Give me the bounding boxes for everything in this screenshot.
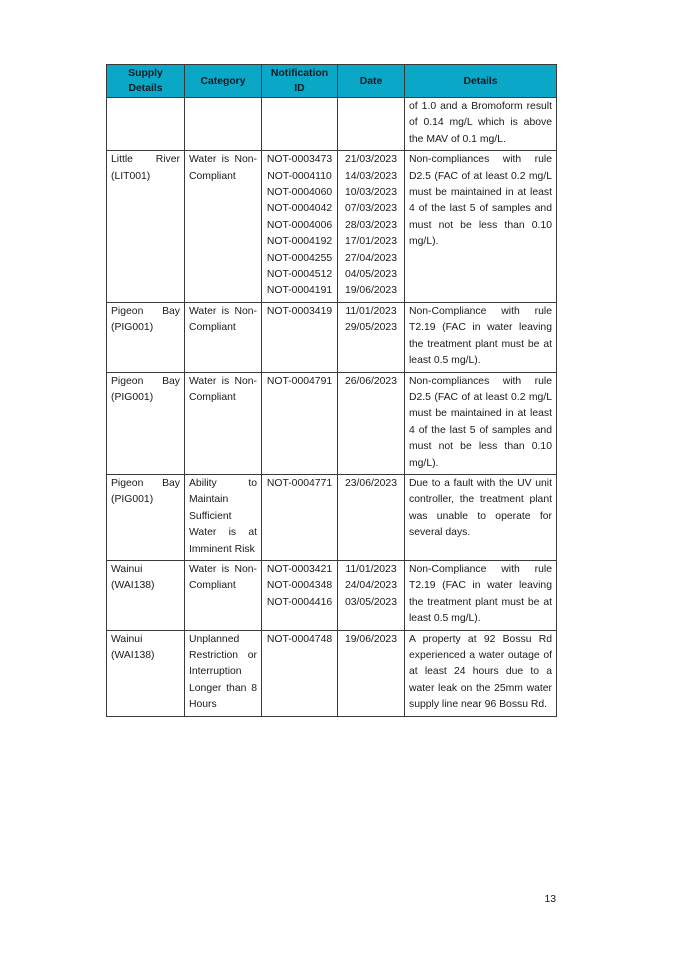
details-cell: Non-Compliance with rule T2.19 (FAC in water leaving the treatment plant must be at least 0.5 mg/L). xyxy=(405,302,557,372)
notification-id-cell xyxy=(262,98,338,151)
supply-details-cell: Wainui (WAI138) xyxy=(107,630,185,716)
notification-date: 23/06/2023 xyxy=(344,477,397,489)
header-notification-id: Notification ID xyxy=(262,65,338,98)
header-date: Date xyxy=(338,65,405,98)
page-number: 13 xyxy=(544,894,556,905)
details-cell: Non-compliances with rule D2.5 (FAC of at least 0.2 mg/L must be maintained in at least 4 of the last 5 of samples and must not be less than 0.10 mg/L). xyxy=(405,372,557,474)
date-cell xyxy=(338,560,405,630)
notification-date: 10/03/2023 xyxy=(344,187,397,199)
supply-details-cell: Little River (LIT001) xyxy=(107,151,185,303)
date-cell xyxy=(338,372,405,474)
notification-id-cell xyxy=(262,560,338,630)
category-cell xyxy=(185,98,262,151)
supply-details-cell: Pigeon Bay (PIG001) xyxy=(107,474,185,560)
category-cell: Water is Non-Compliant xyxy=(185,302,262,372)
table-row xyxy=(107,474,557,560)
notification-date: 07/03/2023 xyxy=(344,203,397,215)
date-cell xyxy=(338,151,405,303)
notification-id-cell xyxy=(262,151,338,303)
table-header-row xyxy=(107,65,557,98)
notification-id: NOT-0004771 xyxy=(266,477,333,489)
table-row xyxy=(107,560,557,630)
notification-id-cell xyxy=(262,372,338,474)
details-cell: of 1.0 and a Bromoform result of 0.14 mg/L which is above the MAV of 0.1 mg/L. xyxy=(405,98,557,151)
notification-id: NOT-0004416 xyxy=(266,596,333,608)
notification-id: NOT-0004791 xyxy=(266,375,333,387)
notification-date: 27/04/2023 xyxy=(344,252,397,264)
notification-id-cell xyxy=(262,302,338,372)
category-cell: Unplanned Restriction or Interruption Longer than 8 Hours xyxy=(185,630,262,716)
notification-date: 14/03/2023 xyxy=(344,170,397,182)
table-row xyxy=(107,372,557,474)
supply-details-cell: Wainui (WAI138) xyxy=(107,560,185,630)
category-cell: Water is Non-Compliant xyxy=(185,372,262,474)
notification-id: NOT-0004042 xyxy=(266,203,333,215)
category-cell: Water is Non-Compliant xyxy=(185,151,262,303)
notification-id-cell xyxy=(262,474,338,560)
details-cell: A property at 92 Bossu Rd experienced a water outage of at least 24 hours due to a water leak on the 25mm water supply line near 96 Bossu Rd. xyxy=(405,630,557,716)
notification-id: NOT-0003473 xyxy=(266,154,333,166)
notification-id: NOT-0004006 xyxy=(266,219,333,231)
details-cell: Due to a fault with the UV unit controller, the treatment plant was unable to operate for several days. xyxy=(405,474,557,560)
notification-date: 24/04/2023 xyxy=(344,580,397,592)
notification-date: 29/05/2023 xyxy=(344,322,397,334)
header-category: Category xyxy=(185,65,262,98)
notification-date: 19/06/2023 xyxy=(344,633,397,645)
notification-date: 03/05/2023 xyxy=(344,596,397,608)
header-details: Details xyxy=(405,65,557,98)
notification-date: 19/06/2023 xyxy=(344,285,397,297)
supply-details-cell: Pigeon Bay (PIG001) xyxy=(107,302,185,372)
date-cell xyxy=(338,98,405,151)
notification-id: NOT-0004110 xyxy=(267,170,332,182)
notification-date: 04/05/2023 xyxy=(344,269,397,281)
notification-id: NOT-0004348 xyxy=(266,580,333,592)
date-cell xyxy=(338,474,405,560)
notification-date: 17/01/2023 xyxy=(344,236,397,248)
details-cell: Non-Compliance with rule T2.19 (FAC in water leaving the treatment plant must be at least 0.5 mg/L). xyxy=(405,560,557,630)
notification-date: 11/01/2023 xyxy=(345,563,397,575)
date-cell xyxy=(338,302,405,372)
table-body xyxy=(107,98,557,717)
category-cell: Water is Non-Compliant xyxy=(185,560,262,630)
supply-details-cell: Pigeon Bay (PIG001) xyxy=(107,372,185,474)
notification-date: 21/03/2023 xyxy=(344,154,397,166)
notification-id: NOT-0004748 xyxy=(266,633,333,645)
header-supply-details: Supply Details xyxy=(107,65,185,98)
table-row xyxy=(107,98,557,151)
table-row xyxy=(107,302,557,372)
date-cell xyxy=(338,630,405,716)
notification-id: NOT-0004512 xyxy=(266,269,333,281)
details-cell: Non-compliances with rule D2.5 (FAC of at least 0.2 mg/L must be maintained in at least 4 of the last 5 of samples and must not be less than 0.10 mg/L). xyxy=(405,151,557,303)
notification-id: NOT-0003419 xyxy=(266,305,333,317)
notification-id: NOT-0004191 xyxy=(266,285,333,297)
table-row xyxy=(107,151,557,303)
supply-details-cell xyxy=(107,98,185,151)
notification-id: NOT-0004060 xyxy=(266,187,333,199)
notification-date: 26/06/2023 xyxy=(344,375,397,387)
notification-id: NOT-0004255 xyxy=(266,252,333,264)
notification-date: 11/01/2023 xyxy=(345,305,397,317)
notification-date: 28/03/2023 xyxy=(344,219,397,231)
notification-id-cell xyxy=(262,630,338,716)
notification-id: NOT-0004192 xyxy=(266,236,333,248)
category-cell: Ability to Maintain Sufficient Water is at Imminent Risk xyxy=(185,474,262,560)
table-row xyxy=(107,630,557,716)
notification-id: NOT-0003421 xyxy=(266,563,333,575)
notifications-table xyxy=(106,64,557,717)
